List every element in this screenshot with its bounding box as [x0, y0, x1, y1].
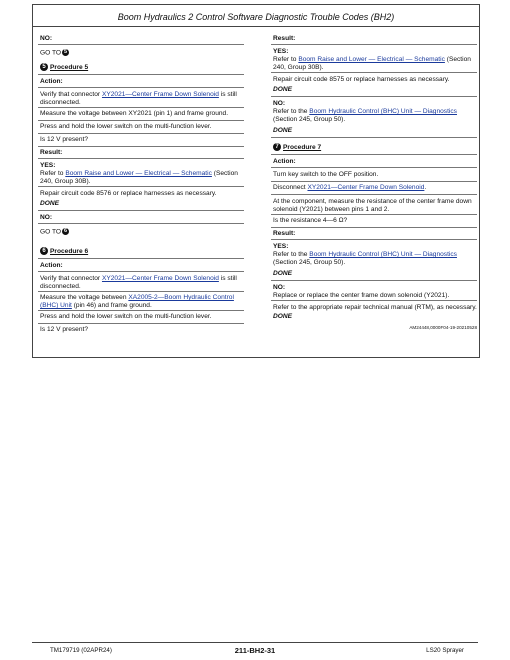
yes-label: YES:	[40, 162, 56, 170]
yes-label: YES:	[273, 243, 289, 251]
instruction: Measure the voltage between XA2005-2—Boom Hydraulic Control (BHC) Unit (pin 46) and frame ground.	[38, 294, 244, 311]
question: Is 12 V present?	[38, 136, 244, 147]
product-name: LS20 Sprayer	[426, 647, 464, 654]
no-label: NO:	[273, 284, 286, 292]
procedure-6-heading	[38, 247, 244, 259]
goto-step	[38, 228, 244, 240]
no-label: NO:	[38, 214, 244, 224]
schematic-link[interactable]: XY2021—Center Frame Down Solenoid	[307, 184, 425, 192]
procedure-7-heading	[271, 143, 477, 155]
instruction: Measure the voltage between XY2021 (pin 1) and frame ground.	[38, 110, 244, 121]
manual-id: TM179719 (02APR24)	[50, 647, 112, 654]
instruction: Verify that connector XY2021—Center Frame Down Solenoid is still disconnected.	[38, 91, 244, 108]
result-yes: YES: Refer to Boom Raise and Lower — Electrical — Schematic (Section 240, Group 30B).	[271, 48, 477, 73]
step-number-icon: 5	[40, 63, 48, 71]
instruction: Turn key switch to the OFF position.	[271, 171, 477, 182]
done-label: DONE	[273, 313, 293, 321]
step-number-icon: 6	[40, 247, 48, 255]
no-label: NO:	[38, 35, 244, 45]
result-label: Result:	[271, 35, 477, 45]
action-label: Action:	[38, 262, 244, 272]
result-label: Result:	[271, 230, 477, 240]
result-label: Result:	[38, 149, 244, 159]
step-number-icon: 7	[273, 143, 281, 151]
done-label: DONE	[271, 127, 477, 138]
goto-text: GO TO	[40, 49, 62, 57]
step-number-icon[interactable]: 5	[63, 49, 68, 55]
procedure-title: Procedure 6	[50, 247, 89, 255]
diagnostics-link[interactable]: Boom Hydraulic Control (BHC) Unit — Diagnostics	[309, 108, 457, 116]
diagnostics-link[interactable]: Boom Hydraulic Control (BHC) Unit — Diagnostics	[309, 251, 457, 259]
schematic-link[interactable]: XY2021—Center Frame Down Solenoid	[101, 275, 219, 283]
procedure-title: Procedure 5	[50, 63, 89, 71]
done-label: DONE	[38, 200, 244, 211]
right-column	[271, 35, 477, 331]
page-number: 211-BH2-31	[234, 646, 276, 655]
schematic-link[interactable]: Boom Raise and Lower — Electrical — Schematic	[65, 170, 212, 178]
procedure-title: Procedure 7	[283, 143, 322, 151]
goto-text: GO TO	[40, 228, 62, 236]
yes-label: YES:	[273, 48, 289, 55]
done-label: DONE	[271, 270, 477, 281]
page-header	[33, 5, 479, 27]
done-label: DONE	[271, 86, 477, 97]
question: Is the resistance 4—6 Ω?	[271, 217, 477, 228]
result-no: NO: Replace or replace the center frame down solenoid (Y2021).	[271, 284, 477, 301]
instruction: Refer to the appropriate repair technical manual (RTM), as necessary.	[273, 304, 477, 312]
question: Is 12 V present?	[40, 326, 89, 334]
document-id: AM24448,0000F04-19-20210528	[409, 325, 477, 331]
instruction: Press and hold the lower switch on the multi-function lever.	[38, 123, 244, 134]
instruction: At the component, measure the resistance of the center frame down solenoid (Y2021) between pins 1 and 2.	[271, 198, 477, 215]
instruction: Verify that connector XY2021—Center Frame Down Solenoid is still disconnected.	[38, 275, 244, 292]
instruction: Repair circuit code 8575 or replace harnesses as necessary.	[273, 76, 450, 84]
goto-step	[38, 49, 244, 61]
no-label: NO:	[273, 100, 286, 108]
result-yes: YES: Refer to the Boom Hydraulic Control (BHC) Unit — Diagnostics (Section 245, Group 50).	[271, 243, 477, 267]
result-yes: YES: Refer to Boom Raise and Lower — Electrical — Schematic (Section 240, Group 30B).	[38, 162, 244, 187]
procedure-5-heading	[38, 63, 244, 75]
page-frame	[32, 4, 480, 358]
instruction: Press and hold the lower switch on the multi-function lever.	[38, 313, 244, 324]
instruction: Disconnect XY2021—Center Frame Down Solenoid.	[271, 184, 477, 195]
page-title: Boom Hydraulics 2 Control Software Diagnostic Trouble Codes (BH2)	[117, 12, 395, 23]
schematic-link[interactable]: Boom Raise and Lower — Electrical — Schematic	[298, 56, 445, 64]
action-label: Action:	[38, 78, 244, 88]
instruction: Repair circuit code 8576 or replace harnesses as necessary.	[40, 190, 217, 198]
result-no: NO: Refer to the Boom Hydraulic Control (BHC) Unit — Diagnostics (Section 245, Group 50).	[271, 100, 477, 124]
step-number-icon[interactable]: 6	[63, 228, 68, 235]
schematic-link[interactable]: XY2021—Center Frame Down Solenoid	[101, 91, 219, 98]
action-label: Action:	[271, 158, 477, 168]
left-column	[38, 35, 244, 337]
bhc-unit-link[interactable]: XA2005-2—Boom Hydraulic Control (BHC) Unit	[40, 294, 234, 310]
page-footer	[32, 642, 478, 656]
